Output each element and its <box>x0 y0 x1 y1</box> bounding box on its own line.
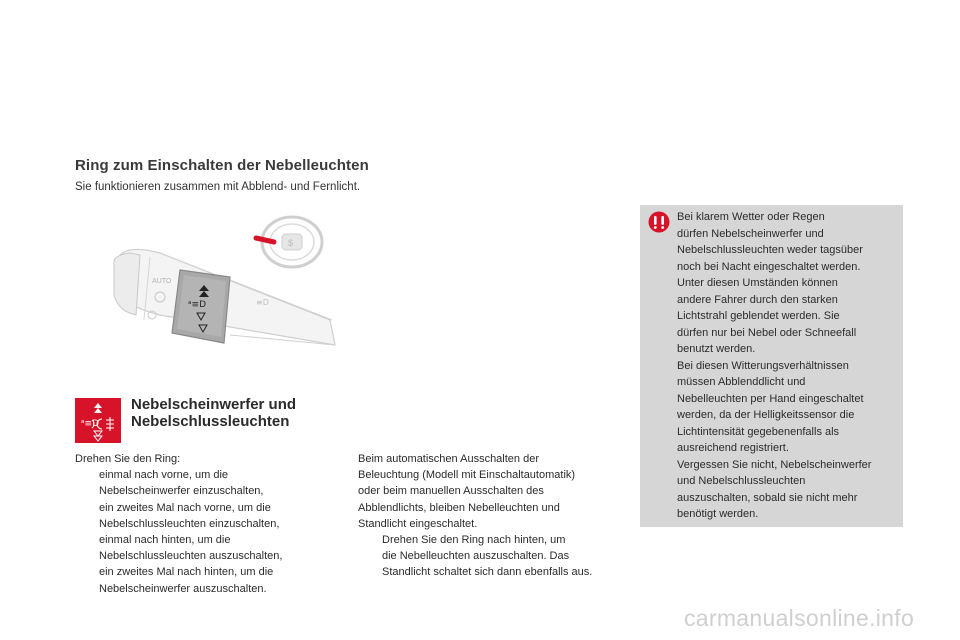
warning-line: Bei klarem Wetter oder Regen <box>677 211 825 223</box>
warning-line: Nebelleuchten per Hand eingeschaltet <box>677 392 864 405</box>
warning-line: noch bei Nacht eingeschaltet werden. <box>677 260 861 273</box>
warning-line: benutzt werden. <box>677 343 756 355</box>
warning-line: müssen Abblenddlicht und <box>677 376 806 388</box>
warning-line: Unter diesen Umständen können <box>677 277 838 289</box>
paragraph-line: Beleuchtung (Modell mit Einschaltautomatik) <box>358 469 576 482</box>
list-item-line: einmal nach hinten, um die <box>99 534 231 547</box>
list-item <box>75 500 335 532</box>
section-title-line1: Nebelscheinwerfer und <box>131 396 297 413</box>
warning-line: dürfen nur bei Nebel oder Schneefall <box>677 326 857 339</box>
warning-line: benötigt werden. <box>677 508 759 520</box>
watermark: carmanualsonline.info <box>684 605 915 631</box>
instructions-column-2 <box>358 451 628 581</box>
svg-text:$: $ <box>288 238 294 248</box>
page-title: Ring zum Einschalten der Nebelleuchten <box>75 157 369 174</box>
list-item-line: Standlicht schaltet sich dann ebenfalls aus. <box>382 566 593 579</box>
list-item <box>75 564 335 596</box>
list-item <box>358 532 628 581</box>
paragraph-line: oder beim manuellen Ausschalten des <box>358 485 544 498</box>
fog-lights-icon <box>75 398 121 443</box>
list-item-line: Nebelscheinwerfer auszuschalten. <box>99 582 267 595</box>
auto-label: AUTO <box>152 278 172 285</box>
warning-text <box>677 209 899 523</box>
paragraph-line: Beim automatischen Ausschalten der <box>358 453 539 465</box>
warning-line: Nebelschlussleuchten weder tagsüber <box>677 244 863 256</box>
warning-line: ausreichend registriert. <box>677 442 789 454</box>
warning-line: dürfen Nebelscheinwerfer und <box>677 227 824 240</box>
list-item-line: Drehen Sie den Ring nach hinten, um <box>382 534 566 547</box>
svg-text:≡D: ≡D <box>256 298 269 307</box>
list-item-line: Nebelschlussleuchten auszuschalten, <box>99 550 283 563</box>
section-title-line2: Nebelschlussleuchten <box>131 413 290 430</box>
page-subtitle: Sie funktionieren zusammen mit Abblend- und Fernlicht. <box>75 181 361 193</box>
list-item-line: Nebelscheinwerfer einzuschalten, <box>99 485 264 498</box>
list-item <box>75 532 335 564</box>
exclamation-warning-icon <box>648 211 670 233</box>
warning-line: Lichtintensität gegebenenfalls als <box>677 425 840 438</box>
paragraph-line: Abblendlichts, bleiben Nebelleuchten und <box>358 501 560 514</box>
list-item <box>75 467 335 499</box>
svg-text:ᵃ≡D: ᵃ≡D <box>188 300 206 310</box>
list-item-line: ein zweites Mal nach vorne, um die <box>99 501 271 514</box>
list-item-line: einmal nach vorne, um die <box>99 469 229 482</box>
lighting-stalk-illustration <box>100 225 340 355</box>
instructions-column-1 <box>75 451 335 597</box>
svg-text:ᵃ≡D: ᵃ≡D <box>81 419 99 429</box>
list-item-line: die Nebelleuchten auszuschalten. Das <box>382 550 570 563</box>
warning-line: Lichtstrahl geblendet werden. Sie <box>677 310 840 322</box>
intro-text: Drehen Sie den Ring: <box>75 453 181 465</box>
warning-line: Vergessen Sie nicht, Nebelscheinwerfer <box>677 458 872 471</box>
list-item-line: Nebelschlussleuchten einzuschalten, <box>99 517 280 530</box>
list-item-line: ein zweites Mal nach hinten, um die <box>99 566 274 579</box>
warning-line: und Nebelschlussleuchten <box>677 475 806 487</box>
warning-line: werden, da der Helligkeitssensor die <box>677 409 855 421</box>
paragraph-line: Standlicht eingeschaltet. <box>358 517 478 530</box>
warning-line: Bei diesen Witterungsverhältnissen <box>677 359 849 372</box>
warning-line: andere Fahrer durch den starken <box>677 293 838 306</box>
warning-line: auszuschalten, sobald sie nicht mehr <box>677 491 858 504</box>
section-title <box>131 396 296 430</box>
